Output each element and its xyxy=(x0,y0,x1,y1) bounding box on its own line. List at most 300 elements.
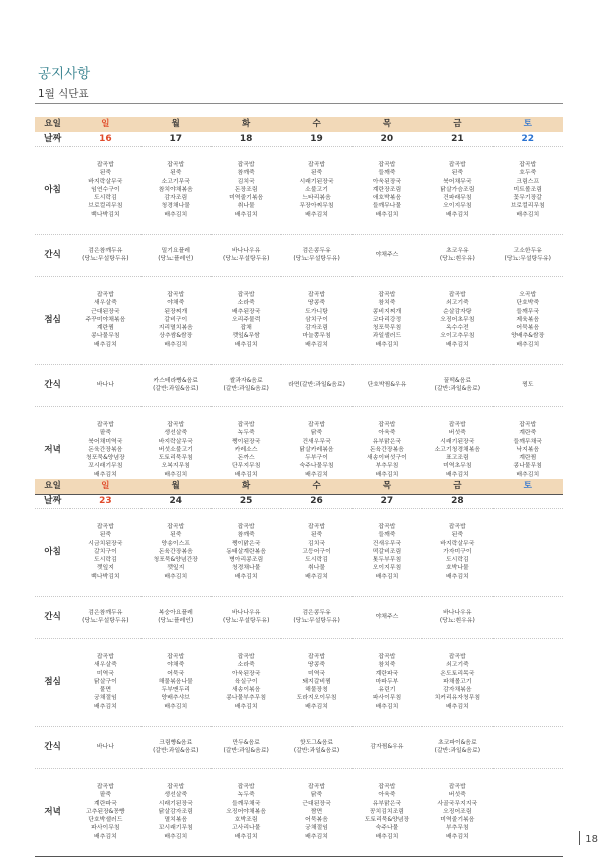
menu-item: 참치죽 xyxy=(378,662,396,669)
menu-item: 배추김치 xyxy=(516,471,540,478)
snack2-cell xyxy=(70,726,140,768)
menu-item: 크림빵&음료 xyxy=(159,739,193,746)
menu-item: 두부맨두리 xyxy=(161,687,190,694)
menu-item: 깻잎&무쌈 xyxy=(232,333,260,340)
menu-item: 잡곡밥 xyxy=(378,653,396,660)
menu-item: 잡곡밥 xyxy=(237,523,255,530)
menu-item: 배추김치 xyxy=(375,211,399,218)
menu-item: 부추무침 xyxy=(375,463,399,470)
menu-item: 아욱죽 xyxy=(378,792,396,799)
menu-item: 미역국 xyxy=(308,670,326,677)
menu-item: 배추김치 xyxy=(234,703,258,710)
menu-item: 배추김치 xyxy=(305,703,328,710)
menu-item: 잡곡밥 xyxy=(96,523,114,530)
menu-item: 바나나 xyxy=(96,381,114,388)
menu-item: 잡곡밥 xyxy=(308,421,326,428)
menu-item: 새송이볶음 xyxy=(231,687,261,694)
menu-item: 배추김치 xyxy=(305,341,328,348)
menu-item: 배추김치 xyxy=(164,341,188,348)
menu-item: 도가니탕 xyxy=(305,308,328,315)
menu-item: 닭죽 xyxy=(310,430,323,437)
menu-item: 계란찜 xyxy=(96,325,114,332)
row-snack2 xyxy=(35,726,563,768)
menu-item: 느타리볶음 xyxy=(302,195,331,202)
snack2-cell xyxy=(422,364,492,406)
day-header: 화 xyxy=(211,117,281,132)
snack2-cell xyxy=(70,364,140,406)
menu-item: 잡곡밥 xyxy=(167,523,185,530)
menu-item: 쌀과자&음료 xyxy=(229,377,263,384)
menu-item: 잡곡밥 xyxy=(237,291,255,298)
menu-item: 도시락김 xyxy=(305,557,328,564)
menu-item: (당뇨:흰우유) xyxy=(439,256,475,262)
menu-item: (당뇨:무설탕두유) xyxy=(222,618,270,624)
snack1-cell xyxy=(211,234,281,276)
menu-item: 새송이버섯구이 xyxy=(367,455,407,462)
menu-item: 계란파국 xyxy=(94,800,117,807)
menu-item: 쇠고기죽 xyxy=(445,662,469,669)
row-label-day: 요일 xyxy=(35,479,70,494)
menu-item: (당뇨:플레인) xyxy=(158,618,194,624)
menu-item: 초코파이&음료 xyxy=(437,739,477,746)
menu-item: 돈장조림 xyxy=(234,186,258,193)
menu-item: 찡도 xyxy=(522,381,534,388)
snack1-cell xyxy=(352,596,422,638)
breakfast-cell xyxy=(70,508,140,596)
menu-item: 바지락살무국 xyxy=(158,438,193,445)
menu-item: 임연수구이 xyxy=(91,186,120,193)
menu-item: 잡곡밥 xyxy=(96,161,114,168)
menu-item: 잡곡밥 xyxy=(448,161,466,168)
menu-item: 삼치구이 xyxy=(305,316,328,323)
menu-item: 깻잎지 xyxy=(167,565,185,572)
menu-item: (갈반:과일&음료) xyxy=(223,748,269,754)
day-header: 금 xyxy=(422,117,492,132)
menu-item: (당뇨:플레인) xyxy=(158,256,194,262)
menu-item: 배추김치 xyxy=(445,703,469,710)
menu-item: 가자미구이 xyxy=(443,548,472,555)
day-header: 화 xyxy=(211,479,281,494)
menu-item: 순살감자탕 xyxy=(443,308,472,315)
menu-item: 배추김치 xyxy=(375,703,399,710)
menu-item: 배추김치 xyxy=(234,341,258,348)
menu-item: 닭살감자조림 xyxy=(158,808,193,815)
menu-item: 꽁치김치조림 xyxy=(369,808,405,815)
lunch-cell xyxy=(211,638,281,726)
day-header: 목 xyxy=(352,117,422,132)
date-cell: 20 xyxy=(352,132,422,146)
menu-item: 유부맑은국 xyxy=(372,800,402,807)
menu-item: 김치국 xyxy=(237,178,255,185)
lunch-cell xyxy=(141,638,211,726)
menu-item: 참치죽 xyxy=(378,300,396,307)
menu-item: (당뇨:무설탕두유) xyxy=(82,618,129,624)
day-header: 목 xyxy=(352,479,422,494)
menu-item: 오징어초무침 xyxy=(440,316,475,323)
menu-item: 미역줄기볶음 xyxy=(229,195,264,202)
menu-item: 소고기청경채볶음 xyxy=(434,446,481,453)
menu-item: 온도토리목국 xyxy=(440,670,475,677)
menu-item: 병아리콩조림 xyxy=(229,557,264,564)
menu-item: 바나나우유 xyxy=(443,609,472,616)
menu-item: 고추된장&꽁빵 xyxy=(86,808,125,815)
menu-item: 들깨무국 xyxy=(516,308,540,315)
menu-item: 유린기 xyxy=(378,687,396,694)
menu-item: 야채죽 xyxy=(167,662,185,669)
page-title: 공지사항 xyxy=(38,66,91,82)
menu-item: 북어채무국 xyxy=(443,178,472,185)
menu-item: 닭살구이 xyxy=(94,678,117,685)
menu-item: 취나물 xyxy=(237,203,255,210)
menu-item: 오곡밥 xyxy=(519,291,537,298)
menu-item: 핫도그&음료 xyxy=(300,739,334,746)
row-snack2 xyxy=(35,364,563,406)
menu-item: 검은참깨두유 xyxy=(88,247,123,254)
menu-item: 낙지볶음 xyxy=(516,446,540,453)
page-number: 18 xyxy=(585,834,598,845)
date-cell xyxy=(493,494,563,508)
row-label-lunch: 점심 xyxy=(35,276,70,364)
menu-item: 멸치볶음 xyxy=(164,817,188,824)
menu-item: 잡곡밥 xyxy=(96,783,114,790)
menu-item: 감자조림 xyxy=(305,325,328,332)
menu-item: 미역국 xyxy=(96,670,114,677)
menu-item: 마늘쫑무침 xyxy=(302,333,331,340)
menu-item: 지리멸치볶음 xyxy=(158,325,193,332)
menu-item: 배추김치 xyxy=(445,471,469,478)
snack1-cell xyxy=(70,596,140,638)
date-cell: 26 xyxy=(281,494,351,508)
menu-item: 잡곡밥 xyxy=(237,783,255,790)
menu-item: 된죽 xyxy=(170,170,182,177)
snack2-cell xyxy=(493,726,563,768)
menu-item: 미역초무침 xyxy=(443,463,472,470)
menu-item: 도시락김 xyxy=(445,557,469,564)
menu-item: 근대된장국 xyxy=(302,800,331,807)
row-label-snack1: 간식 xyxy=(35,596,70,638)
menu-item: 새우살죽 xyxy=(94,662,117,669)
menu-item: 옥수수전 xyxy=(445,325,469,332)
menu-item: 계란장조림 xyxy=(372,186,402,193)
row-label-snack2: 간식 xyxy=(35,726,70,768)
breakfast-cell xyxy=(281,146,351,234)
menu-item: 잡곡밥 xyxy=(237,161,255,168)
row-lunch xyxy=(35,638,563,726)
menu-item: 치커리유자청무침 xyxy=(434,695,481,702)
menu-item: 잡곡밥 xyxy=(378,783,396,790)
snack2-cell xyxy=(352,364,422,406)
menu-item: (갈반:과일&음료) xyxy=(434,748,480,754)
row-label-breakfast: 아침 xyxy=(35,146,70,234)
dinner-cell xyxy=(281,768,351,856)
menu-item: 갈비구이 xyxy=(164,316,188,323)
snack1-cell xyxy=(493,234,563,276)
menu-item: 잡곡밥 xyxy=(308,291,326,298)
menu-item: 감자채볶음 xyxy=(443,687,472,694)
menu-item: 양배추&쌈장 xyxy=(511,333,545,340)
row-label-date: 날짜 xyxy=(35,132,70,146)
menu-item: 양배추샤브 xyxy=(161,695,190,702)
row-day xyxy=(35,117,563,132)
menu-item: 콩나물무침 xyxy=(91,333,120,340)
row-label-snack2: 간식 xyxy=(35,364,70,406)
menu-item: 잡곡밥 xyxy=(519,161,537,168)
menu-item: 잡곡밥 xyxy=(96,421,114,428)
menu-item: 파사이무침 xyxy=(91,825,120,832)
menu-item: 바지락살무국 xyxy=(440,540,475,547)
row-label-date: 날짜 xyxy=(35,494,70,508)
menu-item: 과일샐러드 xyxy=(372,333,402,340)
menu-item: 아욱된장국 xyxy=(231,670,261,677)
menu-item: 잡곡밥 xyxy=(308,523,326,530)
menu-item: 된죽 xyxy=(99,170,112,177)
lunch-cell xyxy=(422,638,492,726)
menu-item: 백나박김치 xyxy=(91,573,120,580)
menu-item: 된죽 xyxy=(310,532,323,539)
menu-item: 시래기된장국 xyxy=(158,800,193,807)
menu-item: 고등어구이 xyxy=(302,548,331,555)
menu-item: 잡곡밥 xyxy=(378,523,396,530)
row-label-dinner: 저녁 xyxy=(35,768,70,856)
menu-item: 녹두죽 xyxy=(237,430,255,437)
menu-item: (당뇨:흰우유) xyxy=(439,618,475,624)
menu-item: 해물볶음나물 xyxy=(158,678,193,685)
menu-item: 청경채나물 xyxy=(231,565,261,572)
menu-item: 바지락살무국 xyxy=(88,178,123,185)
menu-item: 파채볼고기 xyxy=(443,678,472,685)
date-cell: 24 xyxy=(141,494,211,508)
menu-item: 도라지오이무침 xyxy=(296,695,337,702)
menu-item: (갈반:과일&음료) xyxy=(153,386,199,392)
menu-item: 검은참깨두유 xyxy=(88,609,123,616)
menu-item: 잡곡밥 xyxy=(237,653,255,660)
menu-item: 들깨죽 xyxy=(378,170,396,177)
lunch-cell xyxy=(141,276,211,364)
menu-item: 떡갈비조림 xyxy=(372,548,402,555)
menu-item: 잡곡밥 xyxy=(448,523,466,530)
row-snack1 xyxy=(35,596,563,638)
menu-item: 배추김치 xyxy=(445,573,469,580)
menu-item: 소고기무국 xyxy=(161,178,190,185)
menu-item: 계란찜 xyxy=(519,455,537,462)
lunch-cell xyxy=(70,638,140,726)
breakfast-cell xyxy=(493,508,563,596)
menu-item: 된죽 xyxy=(170,532,182,539)
menu-item: 파사이무침 xyxy=(372,695,402,702)
menu-item: 생선살죽 xyxy=(164,792,188,799)
menu-item: 버섯죽 xyxy=(448,792,466,799)
menu-item: 된죽 xyxy=(451,170,464,177)
menu-item: 잡곡밥 xyxy=(448,421,466,428)
menu-item: 돈까스 xyxy=(237,455,255,462)
menu-item: 짬면 xyxy=(310,808,323,815)
menu-item: 배추김치 xyxy=(164,833,188,840)
menu-item: 배추김치 xyxy=(164,211,188,218)
snack1-cell xyxy=(141,596,211,638)
menu-item: 배추김치 xyxy=(94,833,117,840)
snack2-cell xyxy=(141,726,211,768)
row-label-day: 요일 xyxy=(35,117,70,132)
snack1-cell xyxy=(281,234,351,276)
menu-item: 배추김치 xyxy=(164,471,188,478)
menu-item: 배추김치 xyxy=(445,341,469,348)
menu-item: 버섯죽 xyxy=(448,430,466,437)
menu-item: 잡채 xyxy=(240,325,252,332)
snack2-cell xyxy=(281,726,351,768)
menu-item: 밀기요플레 xyxy=(161,247,190,254)
breakfast-cell xyxy=(211,146,281,234)
menu-item: 잡곡밥 xyxy=(378,421,396,428)
menu-item: 숙주나물 xyxy=(375,825,399,832)
menu-item: 마파두부 xyxy=(375,678,399,685)
menu-item: 잡곡밥 xyxy=(237,421,255,428)
row-label-dinner: 저녁 xyxy=(35,406,70,494)
snack1-cell xyxy=(281,596,351,638)
menu-item: 상추쌈&쌈장 xyxy=(159,333,193,340)
menu-item: 배추김치 xyxy=(375,341,399,348)
breakfast-cell xyxy=(70,146,140,234)
menu-item: 고사리나물 xyxy=(231,825,261,832)
menu-item: 오이고추무침 xyxy=(440,333,475,340)
menu-item: 취나물 xyxy=(308,565,326,572)
menu-item: 김치국 xyxy=(308,540,326,547)
menu-item: 들깨무나물 xyxy=(372,203,402,210)
menu-item: 단호박죽 xyxy=(516,300,540,307)
menu-item: 돼지갈비찜 xyxy=(302,678,331,685)
menu-item: 배추김치 xyxy=(164,573,188,580)
menu-item: 계란파국 xyxy=(375,670,399,677)
lunch-cell xyxy=(281,638,351,726)
menu-item: 배추김치 xyxy=(375,833,399,840)
menu-item: 아욱된장국 xyxy=(372,178,402,185)
menu-item: 검은콩두유 xyxy=(302,247,331,254)
menu-item: 제육볶음 xyxy=(516,316,540,323)
menu-item: 감자찜&우유 xyxy=(370,743,404,750)
menu-item: (갈반:과일&음료) xyxy=(434,386,480,392)
row-day xyxy=(35,479,563,494)
menu-item: 잡곡밥 xyxy=(167,783,185,790)
menu-item: 카스테라빵&음료 xyxy=(153,377,198,384)
snack2-cell xyxy=(281,364,351,406)
menu-item: 사골국무지지국 xyxy=(437,800,478,807)
lunch-cell xyxy=(211,276,281,364)
dinner-cell xyxy=(352,768,422,856)
snack2-cell xyxy=(211,364,281,406)
date-cell: 16 xyxy=(70,132,140,146)
menu-item: 잡곡밥 xyxy=(167,161,185,168)
row-label-lunch: 점심 xyxy=(35,638,70,726)
menu-item: 어묵볶음 xyxy=(516,325,540,332)
menu-item: 부추무침 xyxy=(445,825,469,832)
menu-item: 돈육간장볶음 xyxy=(88,446,123,453)
menu-item: 브로컬리무침 xyxy=(88,203,123,210)
page-number-divider xyxy=(579,831,580,845)
menu-item: 버섯소불고기 xyxy=(158,446,193,453)
menu-item: 배추김치 xyxy=(94,471,117,478)
menu-item: 배추김치 xyxy=(445,211,469,218)
date-cell: 22 xyxy=(493,132,563,146)
snack2-cell xyxy=(141,364,211,406)
menu-item: 도시락김 xyxy=(94,195,117,202)
menu-item: 오징어야채볶음 xyxy=(226,808,267,815)
menu-item: 닭살가슴조림 xyxy=(440,186,475,193)
menu-item: 청포묵&양념간장 xyxy=(153,557,198,564)
menu-item: 야채주스 xyxy=(375,251,399,258)
menu-item: 도토리묵&양념장 xyxy=(364,817,410,824)
menu-item: 청포묵무침 xyxy=(372,325,402,332)
menu-item: 청경채나물 xyxy=(161,203,190,210)
menu-item: 잡곡밥 xyxy=(519,421,537,428)
snack2-cell xyxy=(493,364,563,406)
menu-item: 잡곡밥 xyxy=(167,653,185,660)
breakfast-cell xyxy=(352,508,422,596)
menu-item: 참치야채볶음 xyxy=(158,186,193,193)
menu-item: 복숭아요플레 xyxy=(158,609,193,616)
menu-item: 잡곡밥 xyxy=(448,291,466,298)
menu-item: 된죽 xyxy=(310,170,323,177)
breakfast-cell xyxy=(422,146,492,234)
menu-item: 오복지무침 xyxy=(161,463,190,470)
menu-item: 동태살계란볶음 xyxy=(226,548,267,555)
menu-item: 잡곡밥 xyxy=(378,161,396,168)
menu-item: (갈반:과일&음료) xyxy=(153,748,199,754)
day-header: 수 xyxy=(281,479,351,494)
menu-item: 팥죽 xyxy=(99,430,112,437)
lunch-cell xyxy=(352,276,422,364)
menu-item: 표고조림 xyxy=(445,455,469,462)
menu-item: 잡곡밥 xyxy=(448,783,466,790)
menu-item: (당뇨:무설탕두유) xyxy=(504,256,551,262)
menu-item: 어묵볶음 xyxy=(305,817,328,824)
dinner-cell xyxy=(70,768,140,856)
menu-item: 시래기된장국 xyxy=(440,438,475,445)
menu-item: 숙주나물무침 xyxy=(299,463,334,470)
snack1-cell xyxy=(352,234,422,276)
menu-item: 호박조림 xyxy=(234,817,258,824)
menu-item: 된죽 xyxy=(99,532,112,539)
menu-item: 배추김치 xyxy=(375,471,399,478)
date-cell: 28 xyxy=(422,494,492,508)
menu-item: 닭죽 xyxy=(310,792,323,799)
menu-item: 참깨죽 xyxy=(237,170,255,177)
dinner-cell xyxy=(211,768,281,856)
menu-item: 단호박샐러드 xyxy=(88,817,123,824)
menu-item: 궁채절임 xyxy=(305,825,328,832)
menu-item: 바나나우유 xyxy=(231,247,261,254)
snack1-cell xyxy=(422,596,492,638)
snack1-cell xyxy=(211,596,281,638)
menu-item: 단호박찜&우유 xyxy=(367,381,407,388)
row-date xyxy=(35,132,563,146)
breakfast-cell xyxy=(281,508,351,596)
day-header: 토 xyxy=(493,117,563,132)
breakfast-cell xyxy=(352,146,422,234)
menu-table-week2 xyxy=(35,479,563,857)
lunch-cell xyxy=(493,638,563,726)
lunch-cell xyxy=(493,276,563,364)
menu-item: 도시락김 xyxy=(94,557,117,564)
snack2-cell xyxy=(211,726,281,768)
breakfast-cell xyxy=(493,146,563,234)
menu-item: 어묵국 xyxy=(167,670,185,677)
row-date xyxy=(35,494,563,508)
breakfast-cell xyxy=(211,508,281,596)
menu-item: 크림스프 xyxy=(516,178,540,185)
menu-item: 들깨무채국 xyxy=(231,800,261,807)
menu-item: 백나박김치 xyxy=(91,211,120,218)
menu-item: 배추김치 xyxy=(305,573,328,580)
menu-item: 배추김치 xyxy=(305,211,328,218)
